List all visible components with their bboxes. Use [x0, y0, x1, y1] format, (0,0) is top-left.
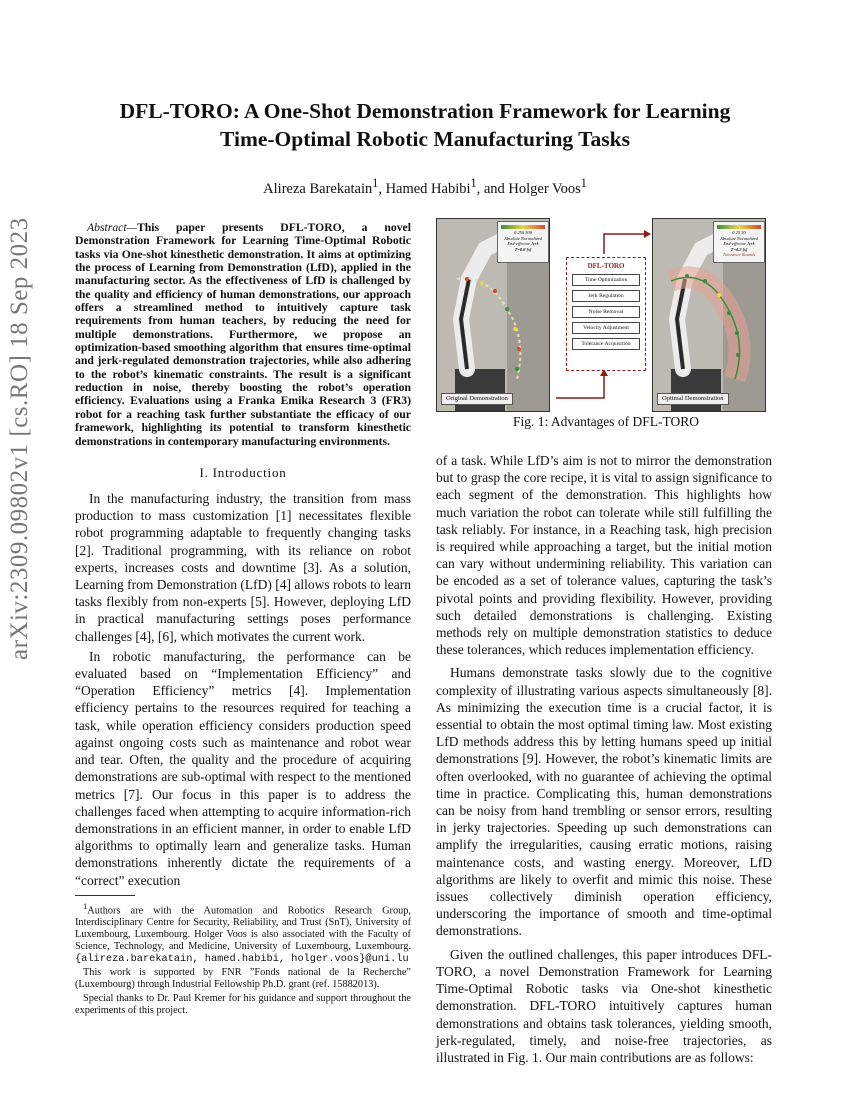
- jerk-legend-right: 0 25 50 Absolute Normalized End-effector Jerk T=4.2 [s] Tolerance Bounds: [713, 221, 765, 263]
- author-3: Holger Voos: [508, 180, 581, 197]
- footnote-thanks: Special thanks to Dr. Paul Kremer for his guidance and support throughout the experiments of this project.: [75, 993, 411, 1017]
- footnote-affiliation: $^1$Authors are with the Automation and Robotics Research Group, Interdisciplinary Centre for Security, Reliability, and Trust (SnT), University of Luxembourg, Luxembourg. Holger Voos is also associated with the Faculty of Science, Technology, and Medicine, University of Luxembourg, Luxembourg. {alireza.barekatain, hamed.habibi, holger.voos}@uni.lu: [75, 900, 411, 966]
- title-line-1: DFL-TORO: A One-Shot Demonstration Framework for Learning: [119, 99, 731, 123]
- footnote-rule: [75, 895, 135, 896]
- abstract-text: This paper presents DFL-TORO, a novel Demonstration Framework for Learning Time-Optimal Robotic tasks via One-shot kinesthetic demonstration. It aims at optimizing the process of Learning from Demonstration (LfD), applied in the manufacturing sector. As the effectiveness of LfD is challenged by the quality and efficiency of human demonstrations, our approach offers a streamlined method to intuitively capture task requirements from human teachers, by reducing the need for multiple demonstrations. Furthermore, we propose an optimization-based smoothing algorithm that ensures time-optimal and jerk-regulated demonstration trajectories, while also adhering to the robot’s kinematic constraints. The result is a significant reduction in noise, thereby boosting the robot’s operation efficiency. Evaluations using a Franka Emika Research 3 (FR3) robot for a reaching task further substantiate the efficacy of our framework, highlighting its potential to transform kinesthetic demonstrations in contemporary manufacturing environments.: [75, 221, 411, 448]
- intro-paragraph-5: Given the outlined challenges, this paper introduces DFL-TORO, a novel Demonstration Framework for Learning Time-Optimal Robotic tasks via One-shot kinesthetic demonstration. DFL-TORO intuitively captures human demonstrations and obtains task tolerances, yielding smooth, jerk-regulated, timely, and noise-free trajectories, as illustrated in Fig. 1. Our main contributions are as follows:: [436, 946, 772, 1065]
- intro-paragraph-1: In the manufacturing industry, the transition from mass production to mass customization [1] necessitates flexible robot programming adaptable to frequently changing tasks [2]. Traditional programming, with its reliance on robot experts, increases costs and downtime [3]. As a solution, Learning from Demonstration (LfD) [4] allows robots to learn tasks flexibly from non-experts [5]. However, deploying LfD in practical manufacturing settings poses performance challenges [4], [6], which motivates the current work.: [75, 491, 411, 644]
- pipeline-step-tolerance-acquisition: Tolerance Acquisition: [572, 338, 640, 350]
- figure-1: [436, 218, 776, 414]
- pipeline-step-time-optimization: Time Optimization: [572, 274, 640, 286]
- author-list: Alireza Barekatain$^1$, Hamed Habibi$^1$, and Holger Voos$^1$: [263, 176, 587, 197]
- jerk-legend-left: 0 250 500 Absolute Normalized End-effector Jerk T=8.8 [s]: [497, 221, 549, 263]
- intro-paragraph-3: of a task. While LfD’s aim is not to mirror the demonstration but to grasp the core recipe, it is vital to assign significance to each segment of the demonstration. This highlights how much variation the robot can tolerate while still fulfilling the task reliably. For instance, in a Reaching task, high precision is required while approaching a target, but the initial motion can vary without undermining reliability. This variation can be encoded as a set of tolerance values, capturing the task’s pivotal points and providing flexibility. However, providing such detailed demonstrations is challenging. Existing methods rely on multiple demonstration statistics to deduce these tolerances, which reduces implementation efficiency.: [436, 453, 772, 658]
- abstract-label: Abstract: [87, 221, 127, 234]
- optimal-demonstration-label: Optimal Demonstration: [657, 393, 729, 405]
- right-column: [436, 452, 772, 1069]
- pipeline-title: DFL-TORO: [587, 262, 625, 270]
- pipeline-step-jerk-regulation: Jerk Regulation: [572, 290, 640, 302]
- intro-paragraph-2: In robotic manufacturing, the performance can be evaluated based on “Implementation Efficiency” and “Operation Efficiency” metrics [4]. Implementation efficiency pertains to the resources required for teaching a task, while operation efficiency considers production speed against ongoing costs such as maintenance and robot wear and tear. Often, the quality and the procedure of acquiring demonstrations are sub-optimal with respect to the mentioned metrics [7]. Our focus in this paper is to address the challenges faced when attempting to acquire information-rich demonstrations in an efficient manner, in order to enable LfD algorithms to optimally learn and generalize tasks. Human demonstrations inherently dictate the requirements of a “correct” execution: [75, 648, 411, 888]
- intro-paragraph-4: Humans demonstrate tasks slowly due to the cognitive complexity of illustrating various aspects simultaneously [8]. As minimizing the execution time is a crucial factor, it is essential to obtain the most optimal timing law. Most existing LfD methods address this by letting humans speed up initial demonstrations [9]. However, the robot’s kinematic limits are often overlooked, with no guarantee of achieving the optimal time in practice. Complicating this, human demonstrations can be noisy from hand trembling or sensor errors, resulting in jerky trajectories. Speeding up such demonstrations can amplify the irregularities, causing erratic motions, raising maintenance costs, and wasting energy. Moreover, LfD algorithms are likely to overfit and mimic this noise. These issues collectively diminish operation efficiency, underscoring the importance of smooth and time-optimal demonstrations.: [436, 665, 772, 939]
- author-2: Hamed Habibi: [385, 180, 471, 197]
- footnote-funding: This work is supported by FNR ”Fonds national de la Recherche” (Luxembourg) through Industrial Fellowship Ph.D. grant (ref. 15882013).: [75, 967, 411, 991]
- title-line-2: Time-Optimal Robotic Manufacturing Tasks: [220, 127, 630, 151]
- author-1: Alireza Barekatain: [263, 180, 373, 197]
- arxiv-sidebar-id: arXiv:2309.09802v1 [cs.RO] 18 Sep 2023: [6, 217, 33, 660]
- pipeline-step-velocity-adjustment: Velocity Adjustment: [572, 322, 640, 334]
- left-column: [75, 221, 411, 1019]
- section-heading-introduction: I. Introduction: [199, 464, 287, 480]
- abstract: Abstract—This paper presents DFL-TORO, a novel Demonstration Framework for Learning Time-Optimal Robotic tasks via One-shot kinesthetic demonstration. It aims at optimizing the process of Learning from Demonstration (LfD), applied in the manufacturing sector. As the effectiveness of LfD is challenged by the quality and efficiency of human demonstrations, our approach offers a streamlined method to intuitively capture task requirements from human teachers, by reducing the need for multiple demonstrations. Furthermore, we propose an optimization-based smoothing algorithm that ensures time-optimal and jerk-regulated demonstration trajectories, while also adhering to the robot’s kinematic constraints. The result is a significant reduction in noise, thereby boosting the robot’s operation efficiency. Evaluations using a Franka Emika Research 3 (FR3) robot for a reaching task further substantiate the efficacy of our framework, highlighting its potential to transform kinesthetic demonstrations in contemporary manufacturing environments.: [75, 221, 411, 448]
- optimal-demonstration-photo: [652, 218, 766, 412]
- pipeline-step-noise-removal: Noise Removal: [572, 306, 640, 318]
- dfl-toro-pipeline-box: [566, 257, 646, 371]
- figure-caption: Fig. 1: Advantages of DFL-TORO: [512, 414, 700, 429]
- footnote-emails: {alireza.barekatain, hamed.habibi, holger.voos}@uni.lu: [75, 953, 409, 966]
- original-demonstration-photo: [436, 218, 550, 412]
- paper-title: [60, 97, 790, 153]
- original-demonstration-label: Original Demonstration: [441, 393, 513, 405]
